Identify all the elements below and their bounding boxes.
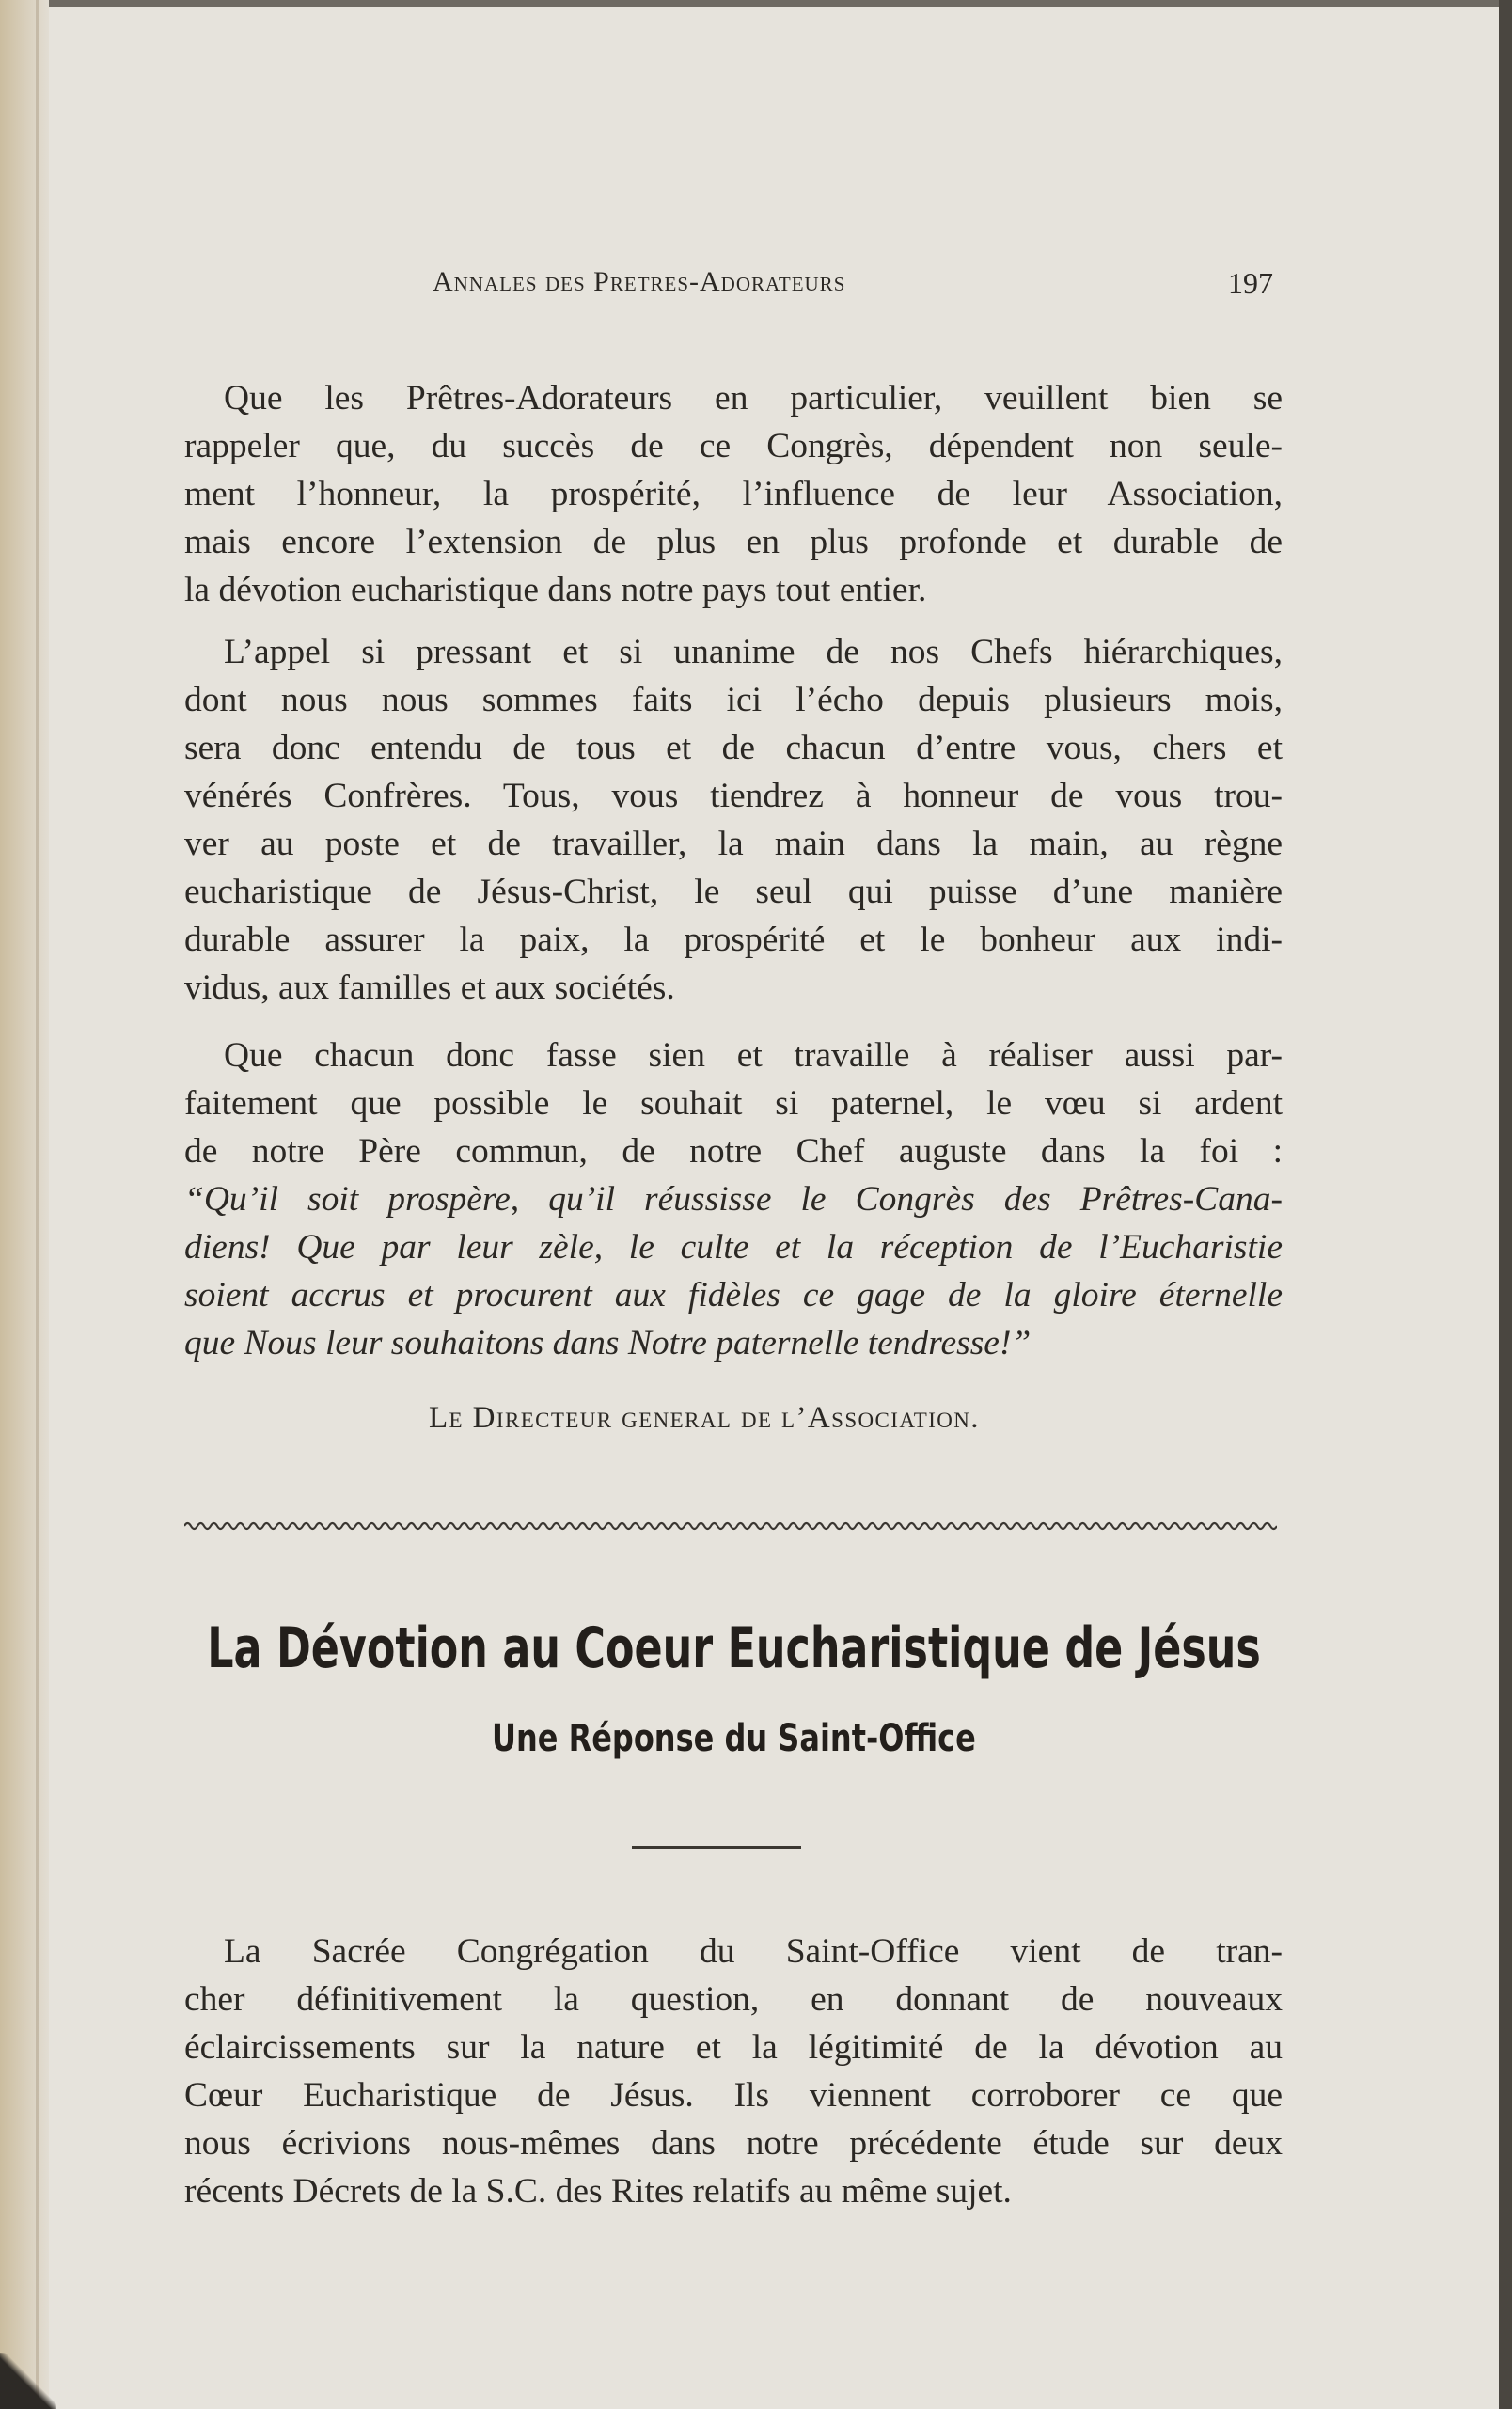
page-number: 197 xyxy=(1228,266,1273,300)
page-right-edge xyxy=(1499,0,1512,2409)
text-line: eucharistique de Jésus-Christ, le seul qui puisse d’une manière xyxy=(184,873,1283,911)
quotation-line: diens! Que par leur zèle, le culte et la réception de l’Eucharistie xyxy=(184,1228,1283,1267)
text-line: dont nous nous sommes faits ici l’écho depuis plusieurs mois, xyxy=(184,681,1283,719)
text-line: Que chacun donc fasse sien et travaille à réaliser aussi par- xyxy=(224,1036,1283,1075)
wavy-divider xyxy=(184,1519,1277,1534)
page-gutter xyxy=(0,0,49,2409)
running-head: Annales des Pretres-Adorateurs xyxy=(433,266,846,297)
text-line: ment l’honneur, la prospérité, l’influence de leur Association, xyxy=(184,475,1283,513)
article-subtitle: Une Réponse du Saint-Office xyxy=(491,1717,976,1760)
text-line: La Sacrée Congrégation du Saint-Office vient de tran- xyxy=(224,1932,1283,1971)
short-rule xyxy=(632,1846,801,1849)
text-line: Cœur Eucharistique de Jésus. Ils viennent corroborer ce que xyxy=(184,2076,1283,2115)
text-line: nous écrivions nous-mêmes dans notre précédente étude sur deux xyxy=(184,2124,1283,2163)
text-line: mais encore l’extension de plus en plus profonde et durable de xyxy=(184,523,1283,561)
text-line: éclaircissements sur la nature et la légitimité de la dévotion au xyxy=(184,2028,1283,2067)
page-corner-shadow xyxy=(0,2353,56,2409)
text-line: vénérés Confrères. Tous, vous tiendrez à honneur de vous trou- xyxy=(184,777,1283,815)
quotation-line: “Qu’il soit prospère, qu’il réussisse le Congrès des Prêtres-Cana- xyxy=(184,1180,1283,1219)
article-paragraph xyxy=(184,1928,1283,2215)
paragraph-3 xyxy=(184,1031,1283,1367)
text-line: Que les Prêtres-Adorateurs en particulier, veuillent bien se xyxy=(224,379,1283,417)
text-line: ver au poste et de travailler, la main dans la main, au règne xyxy=(184,825,1283,863)
text-line: L’appel si pressant et si unanime de nos Chefs hiérarchiques, xyxy=(224,633,1283,671)
text-line: la dévotion eucharistique dans notre pays tout entier. xyxy=(184,571,927,609)
page-top-edge xyxy=(0,0,1512,7)
paragraph-1 xyxy=(184,374,1283,614)
signature: Le Directeur general de l’Association. xyxy=(429,1401,980,1435)
article-title: La Dévotion au Coeur Eucharistique de Jésus xyxy=(207,1615,1261,1681)
text-line: sera donc entendu de tous et de chacun d’entre vous, chers et xyxy=(184,729,1283,767)
gutter-line xyxy=(36,0,39,2409)
text-line: récents Décrets de la S.C. des Rites relatifs au même sujet. xyxy=(184,2172,1012,2211)
quotation-line: que Nous leur souhaitons dans Notre paternelle tendresse!” xyxy=(184,1324,1032,1362)
text-line: cher définitivement la question, en donnant de nouveaux xyxy=(184,1980,1283,2019)
paragraph-2 xyxy=(184,628,1283,1012)
text-line: vidus, aux familles et aux sociétés. xyxy=(184,968,675,1007)
text-line: de notre Père commun, de notre Chef auguste dans la foi : xyxy=(184,1132,1283,1171)
text-line: faitement que possible le souhait si paternel, le vœu si ardent xyxy=(184,1084,1283,1123)
quotation-line: soient accrus et procurent aux fidèles ce gage de la gloire éternelle xyxy=(184,1276,1283,1315)
text-line: durable assurer la paix, la prospérité et le bonheur aux indi- xyxy=(184,921,1283,959)
text-line: rappeler que, du succès de ce Congrès, dépendent non seule- xyxy=(184,427,1283,465)
